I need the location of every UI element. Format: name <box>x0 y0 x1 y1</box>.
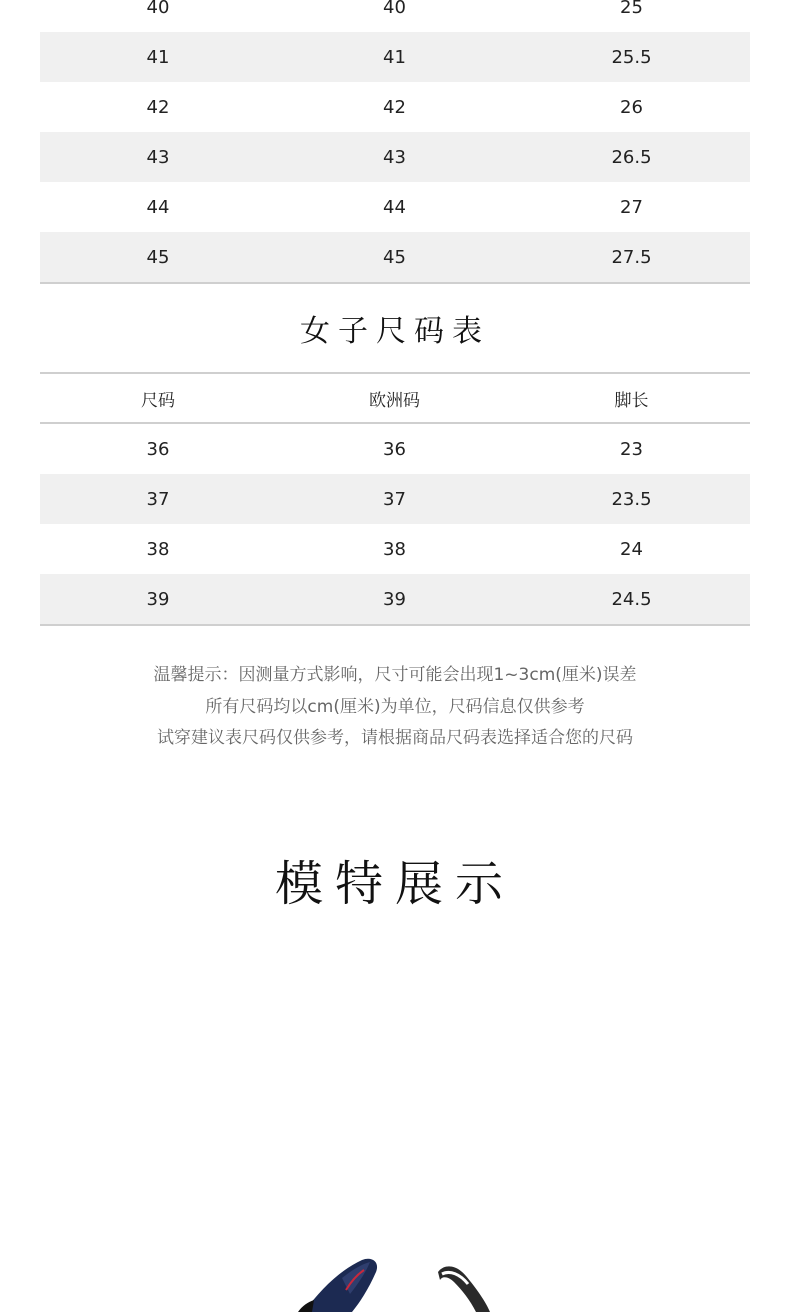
size-cell: 43 <box>146 146 170 168</box>
table-row <box>40 132 750 182</box>
size-cell: 42 <box>146 96 170 118</box>
note-line: 所有尺码均以cm(厘米)为单位，尺码信息仅供参考 <box>205 696 585 717</box>
size-cell: 41 <box>146 46 170 68</box>
women-size-table <box>40 424 750 624</box>
men-size-table <box>40 0 750 282</box>
eu-size-cell: 38 <box>383 538 406 560</box>
table-row <box>40 574 750 624</box>
foot-length-cell: 26.5 <box>611 146 652 168</box>
eu-size-cell: 39 <box>383 588 406 610</box>
table-divider <box>40 282 750 284</box>
eu-size-cell: 41 <box>383 46 406 68</box>
header-foot-length: 脚长 <box>614 390 649 411</box>
size-cell: 39 <box>146 588 170 610</box>
eu-size-cell: 36 <box>383 438 406 460</box>
size-cell: 36 <box>146 438 170 460</box>
model-showcase-title: 模特展示 <box>274 856 515 912</box>
eu-size-cell: 37 <box>383 488 406 510</box>
table-row <box>40 524 750 574</box>
note-line: 温馨提示：因测量方式影响，尺寸可能会出现1~3cm(厘米)误差 <box>153 665 637 685</box>
women-table-header <box>40 374 750 422</box>
size-cell: 44 <box>146 196 170 218</box>
eu-size-cell: 42 <box>383 96 406 118</box>
foot-length-cell: 27.5 <box>611 246 652 268</box>
eu-size-cell: 40 <box>383 0 406 18</box>
table-row <box>40 32 750 82</box>
foot-length-cell: 24 <box>620 538 643 560</box>
foot-length-cell: 23.5 <box>611 488 652 510</box>
table-row <box>40 182 750 232</box>
header-eu-size: 欧洲码 <box>369 390 420 411</box>
size-cell: 40 <box>146 0 170 18</box>
eu-size-cell: 43 <box>383 146 406 168</box>
table-row <box>40 82 750 132</box>
note-line: 试穿建议表尺码仅供参考，请根据商品尺码表选择适合您的尺码 <box>157 728 633 748</box>
shoe-lace <box>298 1300 314 1312</box>
table-row <box>40 474 750 524</box>
foot-length-cell: 25.5 <box>611 46 652 68</box>
header-size: 尺码 <box>141 390 175 411</box>
table-row <box>40 0 750 32</box>
foot-length-cell: 24.5 <box>611 588 652 610</box>
size-cell: 38 <box>146 538 170 560</box>
eu-size-cell: 45 <box>383 246 406 268</box>
eu-size-cell: 44 <box>383 196 406 218</box>
table-row <box>40 424 750 474</box>
table-divider <box>40 624 750 626</box>
foot-length-cell: 25 <box>620 0 643 18</box>
size-cell: 45 <box>146 246 170 268</box>
foot-length-cell: 27 <box>620 196 643 218</box>
size-notes <box>0 660 790 755</box>
shoe-image <box>290 1250 510 1312</box>
women-size-table-title: 女子尺码表 <box>300 314 490 349</box>
size-cell: 37 <box>146 488 170 510</box>
foot-length-cell: 26 <box>620 96 643 118</box>
foot-length-cell: 23 <box>620 438 643 460</box>
table-row <box>40 232 750 282</box>
